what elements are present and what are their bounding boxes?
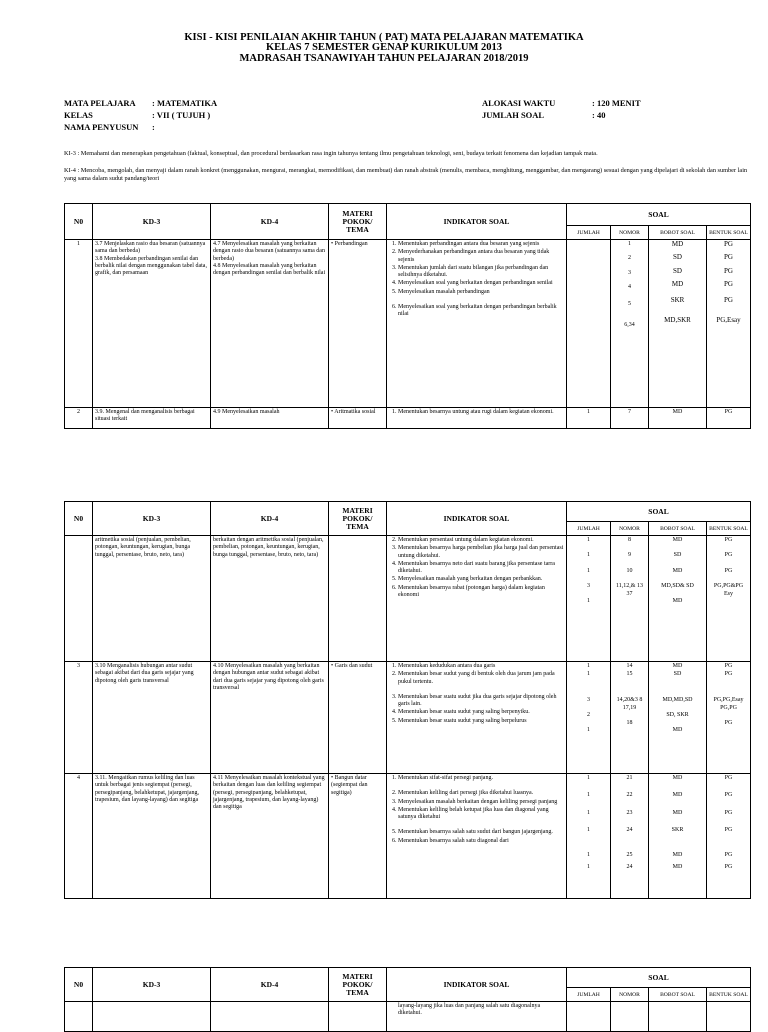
row-no: 2 (65, 408, 93, 429)
kd4-text: 4.10 Menyelesaikan masalah yang berkaitan dengan hubungan antar sudut sebagai akibat dari dua garis sejajar yang dipotong oleh garis transversal (211, 662, 329, 774)
jumlah-cell (567, 662, 611, 774)
jumlah-value: 1 (587, 663, 590, 669)
document-title: KISI - KISI PENILAIAN AKHIR TAHUN ( PAT) MATA PELAJARAN MATEMATIKA (184, 32, 584, 43)
bentuk-value: PG (724, 864, 733, 871)
bentuk-value: PG,PG (720, 704, 737, 711)
jumlah-value: 1 (587, 537, 590, 543)
materi-text: Aritmatika sosial (334, 409, 376, 415)
kd3-text: 3.9. Mengenal dan menganalisis berbagai situasi terkait (93, 408, 211, 429)
bentuk-value: PG (724, 809, 733, 816)
nomor-value: 7 (611, 408, 649, 429)
nomor-value: 24 (626, 864, 633, 871)
kd4-text: 4.9 Menyelesaikan masalah (211, 408, 329, 429)
kd3-text: 3.10 Menganalisis hubungan antar sudut sebagai akibat dari dua garis sejajar yang dipotong oleh garis transversal (93, 662, 211, 774)
bobot-value: SD (673, 253, 682, 262)
kd4-text: 4.8 Menyelesaikan masalah yang berkaitan dengan perbandingan senilai dan berbalik nilai (213, 262, 326, 277)
bentuk-value: PG (724, 852, 733, 859)
kd4-cell (211, 1002, 329, 1032)
table-row (65, 662, 751, 774)
indikator-item: 5. Menyelesaikan masalah yang berkaitan dengan perbankkan. (398, 576, 564, 583)
bobot-value: MD,SD& SD (661, 582, 694, 589)
col-bentuk: BENTUK SOAL (707, 226, 751, 240)
bentuk-value: PG,PG,Esay (713, 696, 744, 703)
indikator-item: 5. Menentukan besarnya salah satu sudut dari bangun jajargenjang. (398, 829, 564, 836)
jumlah-value: 1 (587, 792, 590, 799)
row-no: 3 (65, 662, 93, 774)
nomor-value: 14,20&3 8 (616, 696, 643, 703)
jumlah-cell (567, 240, 611, 408)
nomor-cell (611, 774, 649, 899)
row-no: 1 (65, 240, 93, 408)
row-no (65, 1002, 93, 1032)
indikator-item: 4. Menentukan besar suatu sudut yang saling berpenyiku. (398, 709, 564, 716)
bobot-cell (649, 536, 707, 662)
bentuk-value: PG (724, 296, 733, 305)
indikator-item: 3. Menentukan besarnya harga pembelian jika harga jual dan persentasi untung diketahui. (398, 545, 564, 560)
bobot-value: SD (673, 266, 682, 275)
bobot-cell (649, 1002, 707, 1032)
kisi-table-3 (64, 967, 751, 1032)
indikator-item: 1. Menentukan perbandingan antara dua besaran yang sejenis (398, 241, 564, 248)
nomor-value: 15 (626, 671, 633, 678)
col-no: N0 (65, 968, 93, 1002)
materi-cell (329, 536, 387, 662)
col-materi: MATERI POKOK/ TEMA (329, 502, 387, 536)
col-kd3: KD-3 (93, 204, 211, 240)
kd3-cell (93, 1002, 211, 1032)
nomor-value: 3 (628, 269, 631, 276)
row-no (65, 536, 93, 662)
bobot-value: MD (671, 240, 684, 248)
bobot-value: MD (672, 598, 683, 605)
bentuk-value: PG,PG&PG (713, 582, 744, 589)
jumlah-value: 1 (587, 826, 590, 833)
col-no: N0 (65, 204, 93, 240)
kd3-text: 3.8 Membedakan perbandingan senilai dan berbalik nilai dengan menggunakan tabel data, grafik, dan persamaan (95, 255, 207, 277)
nomor-value: 4 (628, 283, 631, 290)
bentuk-cell (707, 240, 751, 408)
ki4-text: KI-4 : Mencoba, mengolah, dan menyaji dalam ranah konkret (menggunakan, mengurai, merangkai, memodifikasi, dan membuat) dan ranah abstrak (menulis, membaca, menghitung, menggambar, dan mengarang) sesuai dengan yang dipelajari di sekolah dan sumber lain yang sama dalam sudut pandang/teori (64, 167, 748, 182)
bentuk-cell (707, 774, 751, 899)
bentuk-value: PG (724, 826, 733, 833)
col-indikator: INDIKATOR SOAL (387, 968, 567, 1002)
col-indikator: INDIKATOR SOAL (387, 502, 567, 536)
bentuk-value: PG (724, 720, 733, 727)
col-materi: MATERI POKOK/ TEMA (329, 968, 387, 1002)
col-no: N0 (65, 502, 93, 536)
nomor-value: 9 (628, 552, 631, 559)
col-indikator: INDIKATOR SOAL (387, 204, 567, 240)
bentuk-value: PG (724, 253, 733, 262)
bentuk-value: PG (724, 663, 733, 669)
bobot-value: MD (672, 663, 683, 669)
nomor-value: 24 (626, 826, 633, 833)
table-row (65, 774, 751, 899)
nomor-value: 23 (626, 809, 633, 816)
nomor-value: 11,12,& 13 (616, 582, 643, 589)
kd4-text: 4.11 Menyelesaikan masalah kontekstual yang berkaitan dengan luas dan keliling segiempat (persegi, persegipanjang, belahketupat, jajargenjang, trapesium, dan layang-layang) dan segitiga (211, 774, 329, 899)
table-row (65, 536, 751, 662)
bobot-value: SD, SKR (666, 711, 689, 718)
bobot-cell (649, 240, 707, 408)
jumlah-cell (567, 1002, 611, 1032)
bentuk-cell (707, 536, 751, 662)
indikator-item: 3. Menentukan besar suatu sudut jika dua garis sejajar dipotong oleh garis lain. (398, 694, 564, 709)
bobot-value: MD (672, 852, 683, 859)
jumlah-value: 1 (587, 552, 590, 559)
jumlah-value: 1 (587, 598, 590, 605)
jumlah-value: 1 (587, 775, 590, 781)
col-kd3: KD-3 (93, 502, 211, 536)
jumlah-soal-label: JUMLAH SOAL (482, 110, 545, 120)
bobot-value: MD (672, 864, 683, 871)
nomor-cell (611, 240, 649, 408)
col-nomor: NOMOR (611, 988, 649, 1002)
table-row (65, 240, 751, 408)
indikator-item: 6. Menentukan besarnya salah satu diagonal dari (398, 838, 564, 845)
col-materi: MATERI POKOK/ TEMA (329, 204, 387, 240)
alokasi-value: : 120 MENIT (592, 98, 641, 108)
col-soal: SOAL (567, 502, 751, 522)
bobot-value: MD (649, 408, 707, 429)
kd3-cell (93, 240, 211, 408)
bobot-value: MD (672, 537, 683, 543)
bobot-value: SKR (671, 826, 684, 833)
nomor-value: 10 (626, 567, 633, 574)
col-kd4: KD-4 (211, 968, 329, 1002)
penyusun-value: : (152, 122, 155, 132)
materi-cell: • Bangun datar (segiempat dan segitiga) (329, 774, 387, 899)
bobot-value: SKR (670, 296, 685, 305)
nomor-cell (611, 662, 649, 774)
col-bobot: BOBOT SOAL (649, 988, 707, 1002)
indikator-text: layang-layang jika luas dan panjang salah satu diagonalnya diketahui. (387, 1002, 567, 1032)
nomor-value: 1 (628, 241, 631, 247)
kd4-text: berkaitan dengan aritmetika sosial (penjualan, pembelian, potongan, keuntungan, kerugian, bunga tunggal, persentase, bruto, neto, tara) (211, 536, 329, 662)
jumlah-value: 1 (587, 671, 590, 678)
jumlah-value: 3 (587, 696, 590, 703)
ki3-text: KI-3 : Memahami dan menerapkan pengetahuan (faktual, konseptual, dan procedural berdasarkan rasa ingin tahunya tentang ilmu pengetahuan teknologi, seni, budaya terkait fenomena dan kejadian tampak mata. (64, 150, 598, 157)
nomor-value: 22 (626, 792, 633, 799)
bobot-value: MD (672, 567, 683, 574)
kelas-value: : VII ( TUJUH ) (152, 110, 211, 120)
materi-cell (329, 1002, 387, 1032)
bentuk-value: PG (724, 279, 733, 288)
col-nomor: NOMOR (611, 522, 649, 536)
indikator-item: 6. Menyelesaikan soal yang berkaitan dengan perbandingan berbalik nilai (398, 304, 564, 319)
bentuk-value: PG (724, 671, 733, 678)
jumlah-value: 1 (587, 864, 590, 871)
bentuk-value: PG (724, 567, 733, 574)
indikator-item: 2. Menentukan besar sudut yang di bentuk oleh dua jarum jam pada pukul tertentu. (398, 671, 564, 686)
bobot-value: MD (672, 727, 683, 734)
alokasi-label: ALOKASI WAKTU (482, 98, 556, 108)
nomor-value: 21 (626, 775, 633, 781)
indikator-item: 1. Menentukan sifat-sifat persegi panjang. (398, 775, 564, 782)
indikator-item: 4. Menyelesaikan soal yang berkaitan dengan perbandingan senilai (398, 280, 564, 287)
col-kd3: KD-3 (93, 968, 211, 1002)
col-soal: SOAL (567, 968, 751, 988)
indikator-item: 3. Menyelesaikan masalah berkaitan dengan keliling persegi panjang (398, 799, 564, 806)
bentuk-value: PG (724, 792, 733, 799)
bobot-value: MD (672, 775, 683, 781)
nomor-value: 14 (626, 663, 633, 669)
indikator-cell (387, 240, 567, 408)
indikator-item: 1. Menentukan kedudukan antara dua garis (398, 663, 564, 670)
materi-cell: • Aritmatika sosial (329, 408, 387, 429)
kd3-text: 3.7 Menjelaskan rasio dua besaran (satuannya sama dan berbeda) (95, 241, 206, 255)
materi-text: Perbandingan (334, 241, 368, 247)
jumlah-value: 1 (587, 809, 590, 816)
nomor-value: 8 (628, 537, 631, 543)
mapel-value: : MATEMATIKA (152, 98, 218, 108)
materi-text: Bangun datar (segiempat dan segitiga) (331, 775, 368, 796)
col-jumlah: JUMLAH (567, 988, 611, 1002)
indikator-cell (387, 536, 567, 662)
bentuk-cell (707, 1002, 751, 1032)
indikator-item: 6. Menentukan besarnya rabat (potongan harga) dalam kegiatan ekonomi (398, 585, 564, 600)
materi-cell: • Perbandingan (329, 240, 387, 408)
kelas-label: KELAS (64, 110, 93, 120)
jumlah-value: 3 (587, 582, 590, 589)
jumlah-value: 1 (567, 408, 611, 429)
row-no: 4 (65, 774, 93, 899)
bentuk-value: PG (724, 775, 733, 781)
nomor-value: 25 (626, 852, 633, 859)
bobot-value: MD (672, 809, 683, 816)
indikator-item: 5. Menyelesaikan masalah perbandingan (398, 289, 564, 296)
mapel-label: MATA PELAJARA (64, 98, 136, 108)
col-bobot: BOBOT SOAL (649, 226, 707, 240)
bentuk-value: PG (724, 266, 733, 275)
indikator-cell (387, 662, 567, 774)
indikator-item: 2. Menentukan persentasi untung dalam kegiatan ekonomi. (398, 537, 564, 544)
kd4-text: 4.7 Menyelesaikan masalah yang berkaitan dengan rasio dua besaran (satuannya sama dan berbeda) (213, 241, 325, 262)
jumlah-value: 1 (587, 727, 590, 734)
bentuk-value: PG,Esay (716, 316, 741, 325)
jumlah-soal-value: : 40 (592, 110, 606, 120)
indikator-item: 3. Menentukan jumlah dari suatu bilangan jika perbandingan dan selisihnya diketahui. (398, 265, 564, 280)
bobot-value: SD (673, 552, 682, 559)
nomor-value: 17,19 (622, 704, 637, 711)
bentuk-value: PG (724, 552, 733, 559)
nomor-value: 37 (626, 591, 633, 598)
nomor-value: 2 (628, 255, 631, 262)
indikator-cell (387, 774, 567, 899)
materi-text: Garis dan sudut (334, 663, 373, 669)
bentuk-value: PG (707, 408, 751, 429)
bobot-value: MD (672, 792, 683, 799)
col-soal: SOAL (567, 204, 751, 226)
bobot-cell (649, 662, 707, 774)
col-kd4: KD-4 (211, 502, 329, 536)
jumlah-value: 1 (587, 567, 590, 574)
col-jumlah: JUMLAH (567, 226, 611, 240)
indikator-item: 1. Menentukan besarnya untung atau rugi dalam kegiatan ekonomi. (398, 409, 564, 416)
jumlah-cell (567, 774, 611, 899)
jumlah-cell (567, 536, 611, 662)
table-row (65, 408, 751, 429)
bentuk-value: PG (724, 240, 733, 248)
bentuk-cell (707, 662, 751, 774)
bobot-cell (649, 774, 707, 899)
bentuk-value: Esy (724, 591, 733, 598)
col-jumlah: JUMLAH (567, 522, 611, 536)
kd3-text: aritmetika sosial (penjualan, pembelian, potongan, keuntungan, kerugian, bunga tunggal, persentase, bruto, neto, tara) (93, 536, 211, 662)
col-nomor: NOMOR (611, 226, 649, 240)
document-subtitle: KELAS 7 SEMESTER GENAP KURIKULUM 2013 (266, 42, 502, 53)
indikator-item: 2. Menyederhanakan perbandingan antara dua besaran yang tidak sejenis (398, 249, 564, 264)
indikator-item: 2. Menentukan keliling dari persegi jika diketahui luasnya. (398, 790, 564, 797)
bobot-value: SD (673, 671, 682, 678)
jumlah-value: 1 (587, 852, 590, 859)
materi-cell: • Garis dan sudut (329, 662, 387, 774)
jumlah-value: 2 (587, 711, 590, 718)
bobot-value: MD,MD,SD (662, 696, 693, 703)
bobot-value: MD (671, 279, 684, 288)
kisi-table-1 (64, 203, 751, 429)
indikator-item: 4. Menentukan keliling belah ketupat jika luas dan diagonal yang satunya diketahui (398, 807, 564, 822)
nomor-value: 18 (626, 720, 633, 727)
indikator-cell (387, 408, 567, 429)
penyusun-label: NAMA PENYUSUN (64, 122, 139, 132)
nomor-cell (611, 1002, 649, 1032)
indikator-item: 4. Menentukan besarnya neto dari suatu barang jika persentase tarra diketahui. (398, 561, 564, 576)
col-bentuk: BENTUK SOAL (707, 522, 751, 536)
kisi-table-2 (64, 501, 751, 899)
kd3-text: 3.11. Mengaitkan rumus keliling dan luas untuk berbagai jenis segiempat (persegi, persegipanjang, belahketupat, jajargenjang, trapesium, dan layang-layang) dan segitiga (93, 774, 211, 899)
col-bentuk: BENTUK SOAL (707, 988, 751, 1002)
nomor-cell (611, 536, 649, 662)
indikator-item: 5. Menentukan besar suatu sudut yang saling berpelurus (398, 718, 564, 725)
col-bobot: BOBOT SOAL (649, 522, 707, 536)
nomor-value: 6,34 (624, 322, 635, 329)
table-row (65, 1002, 751, 1032)
bobot-value: MD,SKR (664, 316, 691, 325)
col-kd4: KD-4 (211, 204, 329, 240)
document-school-line: MADRASAH TSANAWIYAH TAHUN PELAJARAN 2018/2019 (239, 53, 529, 64)
nomor-value: 5 (628, 301, 631, 308)
kd4-cell (211, 240, 329, 408)
bentuk-value: PG (724, 537, 733, 543)
